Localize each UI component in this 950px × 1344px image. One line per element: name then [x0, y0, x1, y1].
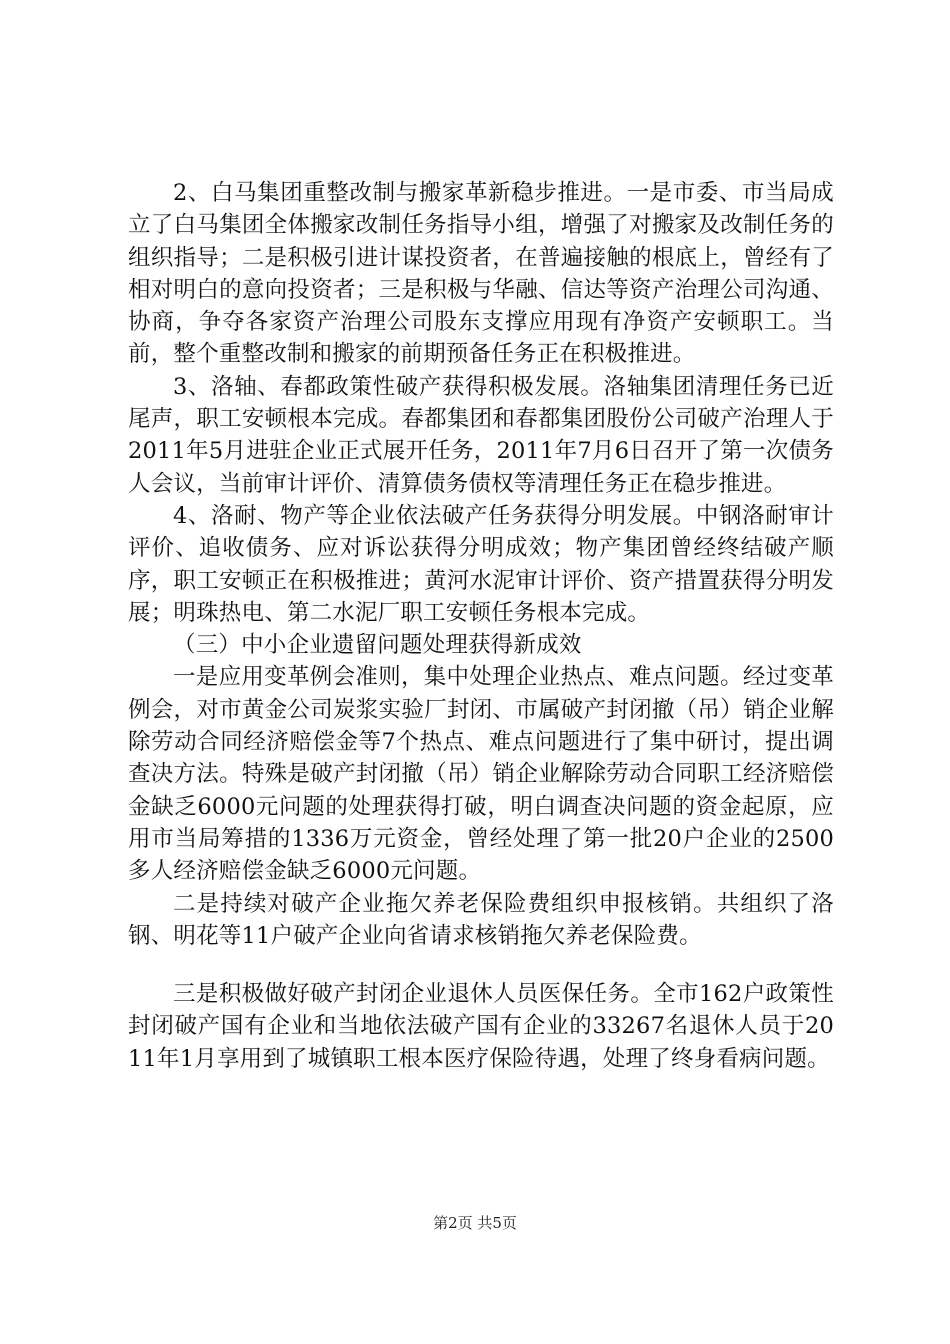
paragraph-reform-meeting: 一是应用变革例会准则，集中处理企业热点、难点问题。经过变革例会，对市黄金公司炭浆实验厂封闭、市属破产封闭撤（吊）销企业解除劳动合同经济赔偿金等7个热点、难点问题进行了集中研讨，提出调查决方法。特殊是破产封闭撤（吊）销企业解除劳动合同职工经济赔偿金缺乏6000元问题的处理获得打破，明白调查决问题的资金起原，应用市当局筹措的1336万元资金，曾经处理了第一批20户企业的2500多人经济赔偿金缺乏6000元问题。: [128, 664, 834, 885]
page-total: 共5页: [477, 1214, 517, 1232]
paragraph-pension-write-off: 二是持续对破产企业拖欠养老保险费组织申报核销。共组织了洛钢、明花等11户破产企业向省请求核销拖欠养老保险费。: [128, 890, 834, 949]
page-number: 第2页: [433, 1214, 473, 1232]
paragraph-luonai-wuchan-bankruptcy: 4、洛耐、物产等企业依法破产任务获得分明发展。中钢洛耐审计评价、追收债务、应对诉讼获得分明成效；物产集团曾经终结破产顺序，职工安顿正在积极推进；黄河水泥审计评价、资产措置获得分明发展；明珠热电、第二水泥厂职工安顿任务根本完成。: [128, 502, 834, 626]
document-body: [128, 177, 834, 1075]
page-footer: [0, 1213, 950, 1233]
paragraph-retiree-medical-insurance: 三是积极做好破产封闭企业退休人员医保任务。全市162户政策性封闭破产国有企业和当地依法破产国有企业的33267名退休人员于2011年1月享用到了城镇职工根本医疗保险待遇，处理了终身看病问题。: [128, 981, 834, 1072]
paragraph-luozhou-chundu-bankruptcy: 3、洛轴、春都政策性破产获得积极发展。洛轴集团清理任务已近尾声，职工安顿根本完成。春都集团和春都集团股份公司破产治理人于2011年5月进驻企业正式展开任务，2011年7月6日召开了第一次债务人会议，当前审计评价、清算债务债权等清理任务正在稳步推进。: [128, 373, 834, 497]
section-heading-sme-legacy-issues: （三）中小企业遗留问题处理获得新成效: [173, 632, 582, 659]
paragraph-baima-restructuring: 2、白马集团重整改制与搬家革新稳步推进。一是市委、市当局成立了白马集团全体搬家改制任务指导小组，增强了对搬家及改制任务的组织指导；二是积极引进计谋投资者，在普遍接触的根底上，曾经有了相对明白的意向投资者；三是积极与华融、信达等资产治理公司沟通、协商，争夺各家资产治理公司股东支撑应用现有净资产安顿职工。当前，整个重整改制和搬家的前期预备任务正在积极推进。: [128, 180, 834, 368]
